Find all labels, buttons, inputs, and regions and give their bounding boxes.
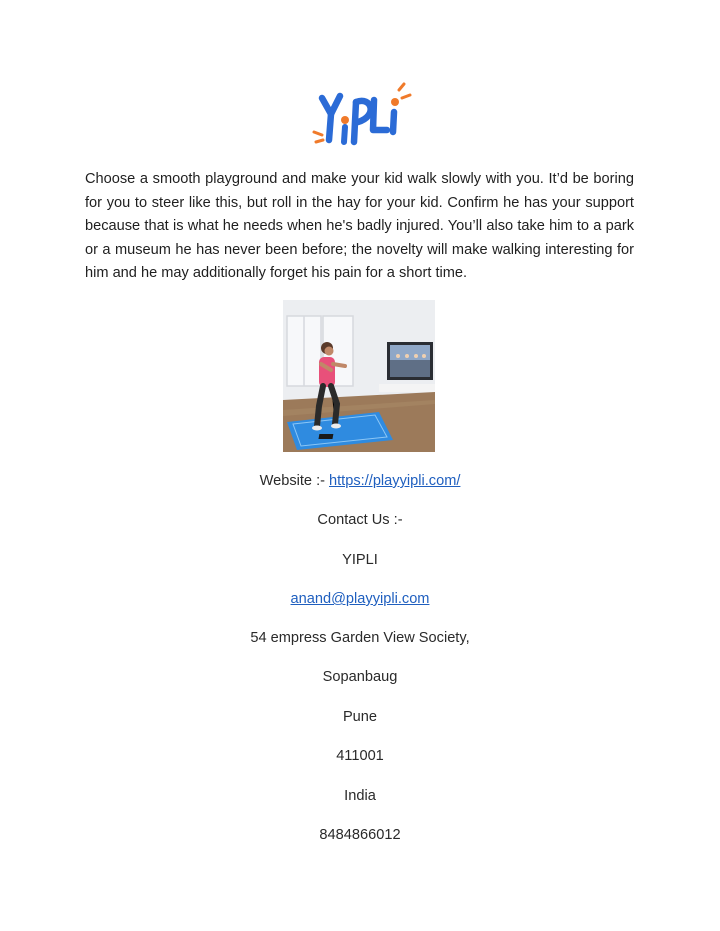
area-line: Sopanbaug — [322, 669, 398, 685]
girl-exercising-on-fitness-mat-icon — [283, 300, 435, 452]
website-line — [0, 473, 720, 489]
contact-heading: Contact Us :- — [317, 512, 403, 528]
yipli-logo-icon — [308, 80, 412, 152]
postal-code-line: 411001 — [336, 748, 384, 764]
product-photo — [283, 300, 435, 452]
address-line: 54 empress Garden View Society, — [250, 630, 470, 646]
company-name: YIPLI — [342, 552, 378, 568]
phone-line: 8484866012 — [319, 827, 401, 843]
email-link[interactable]: anand@playyipli.com — [290, 591, 430, 607]
country-line: India — [344, 788, 376, 804]
email-line — [0, 591, 720, 607]
yipli-logo — [308, 80, 412, 152]
website-label: Website :- — [259, 473, 326, 489]
website-link[interactable]: https://playyipli.com/ — [329, 473, 461, 489]
body-paragraph: Choose a smooth playground and make your kid walk slowly with you. It’d be boring for you to steer like this, but roll in the hay for your kid. Confirm he has your support because that is what he needs when he's badly injured. You’ll also take him to a park or a museum he has never been before; the novelty will make walking interesting for him and he may additionally forget his pain for a short time. — [85, 171, 634, 282]
city-line: Pune — [342, 709, 378, 725]
